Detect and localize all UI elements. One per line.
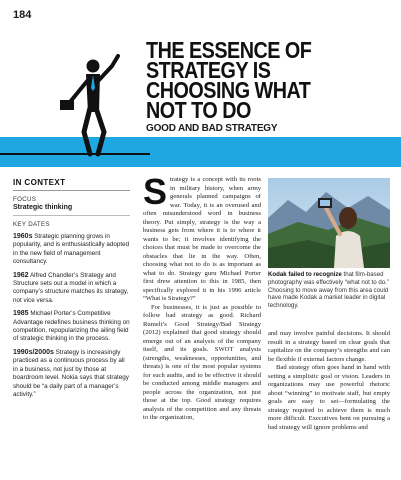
title-line: THE ESSENCE OF xyxy=(146,37,312,63)
focus-label: FOCUS xyxy=(13,196,37,203)
body-paragraph: Bad strategy often goes hand in hand with setting a simplistic goal or vision. Leaders in organizations may use powerful rhetoric about “winning” to motivate staff, but empty goals are easy to set—formulating the strategy required to achieve them is much more difficult. Executives bent on pursuing a bad strategy will ignore problems and xyxy=(268,364,390,431)
key-date-entry xyxy=(13,310,130,344)
in-context-sidebar xyxy=(13,178,130,399)
photo-caption xyxy=(268,271,390,310)
page-number: 184 xyxy=(13,9,32,21)
body-column-middle xyxy=(143,171,261,423)
drop-cap: S xyxy=(143,171,168,212)
body-paragraph: For businesses, it is just as possible to follow bad strategy as good. Richard Rumelt’s Good Strategy/Bad Strategy (2012) explained that good strategy should emerge out of an analysis of the company itself, and its goals. SWOT analysis (strengths, weaknesses, opportunities, and threats) is one of the most popular systems for such audits, and to be effective it should be conducted among middle managers and people across the organization, not just those at the top. Good strategy requires analysis of the competition and any threats to the organization, xyxy=(143,303,261,421)
key-date-entry xyxy=(13,233,130,267)
kodak-photo-woman-with-camera xyxy=(268,178,390,268)
key-date-entry xyxy=(13,349,130,399)
key-dates-label: KEY DATES xyxy=(13,221,50,228)
sidebar-divider xyxy=(13,215,130,216)
caption-bold: Kodak failed to recognize xyxy=(268,271,342,278)
headline xyxy=(146,37,396,134)
key-date-entry xyxy=(13,272,130,306)
key-date-text: Michael Porter’s Competitive Advantage redefines business thinking on competition, repopularizing the ailing field of strategic thinking in the process. xyxy=(13,310,130,343)
focus-value: Strategic thinking xyxy=(13,204,73,211)
sidebar-heading: IN CONTEXT xyxy=(13,178,130,191)
body-column-right xyxy=(268,330,390,432)
key-date-year: 1960s xyxy=(13,233,33,240)
caption-text: that film-based photography was effectively “what not to do.” Choosing to move away from this area could have made Kodak a market leader in digital technology. xyxy=(268,271,389,310)
key-date-year: 1990s/2000s xyxy=(13,348,54,356)
key-date-text: Strategic planning grows in popularity, and is enthusiastically adopted in the new field of management consultancy. xyxy=(13,233,130,266)
title-line: NOT TO DO xyxy=(146,97,251,123)
key-date-year: 1985 xyxy=(13,310,29,318)
key-date-text: Strategy is increasingly practiced as a continuous process by all in a business, not just by those at boardroom level. Nokia says that strategy should be “a daily part of a manager’s activity.” xyxy=(13,348,129,398)
key-date-text: Alfred Chandler’s Strategy and Structure sets out a model in which a company’s structure matches its strategy, not vice versa. xyxy=(13,271,129,304)
tightrope-walker-illustration xyxy=(0,28,150,178)
title-line: CHOOSING WHAT xyxy=(146,77,311,103)
title-line: STRATEGY IS xyxy=(146,57,271,83)
subtitle: GOOD AND BAD STRATEGY xyxy=(146,123,278,134)
body-paragraph: and may involve painful decisions. It should result in a strategy based on clear goals that capitalize on the company’s strengths and can be flexible if external factors change. xyxy=(268,330,390,363)
body-paragraph: trategy is a concept with its roots in military history, when army generals planned campaigns of war. Today, it is an overused and often misunderstood word in business theory. Put simply, strategy is the way a business gets from where it is to where it wants to be; it involves identifying the choices that must be made to overcome the obstacles that lie in the way. Often, choosing what not to do is as important as what to do. Strategy guru Michael Porter first drew attention to this in 1985, then specifically explored it in his 1996 article “What is Strategy?” xyxy=(143,176,261,302)
key-date-year: 1962 xyxy=(13,271,29,279)
